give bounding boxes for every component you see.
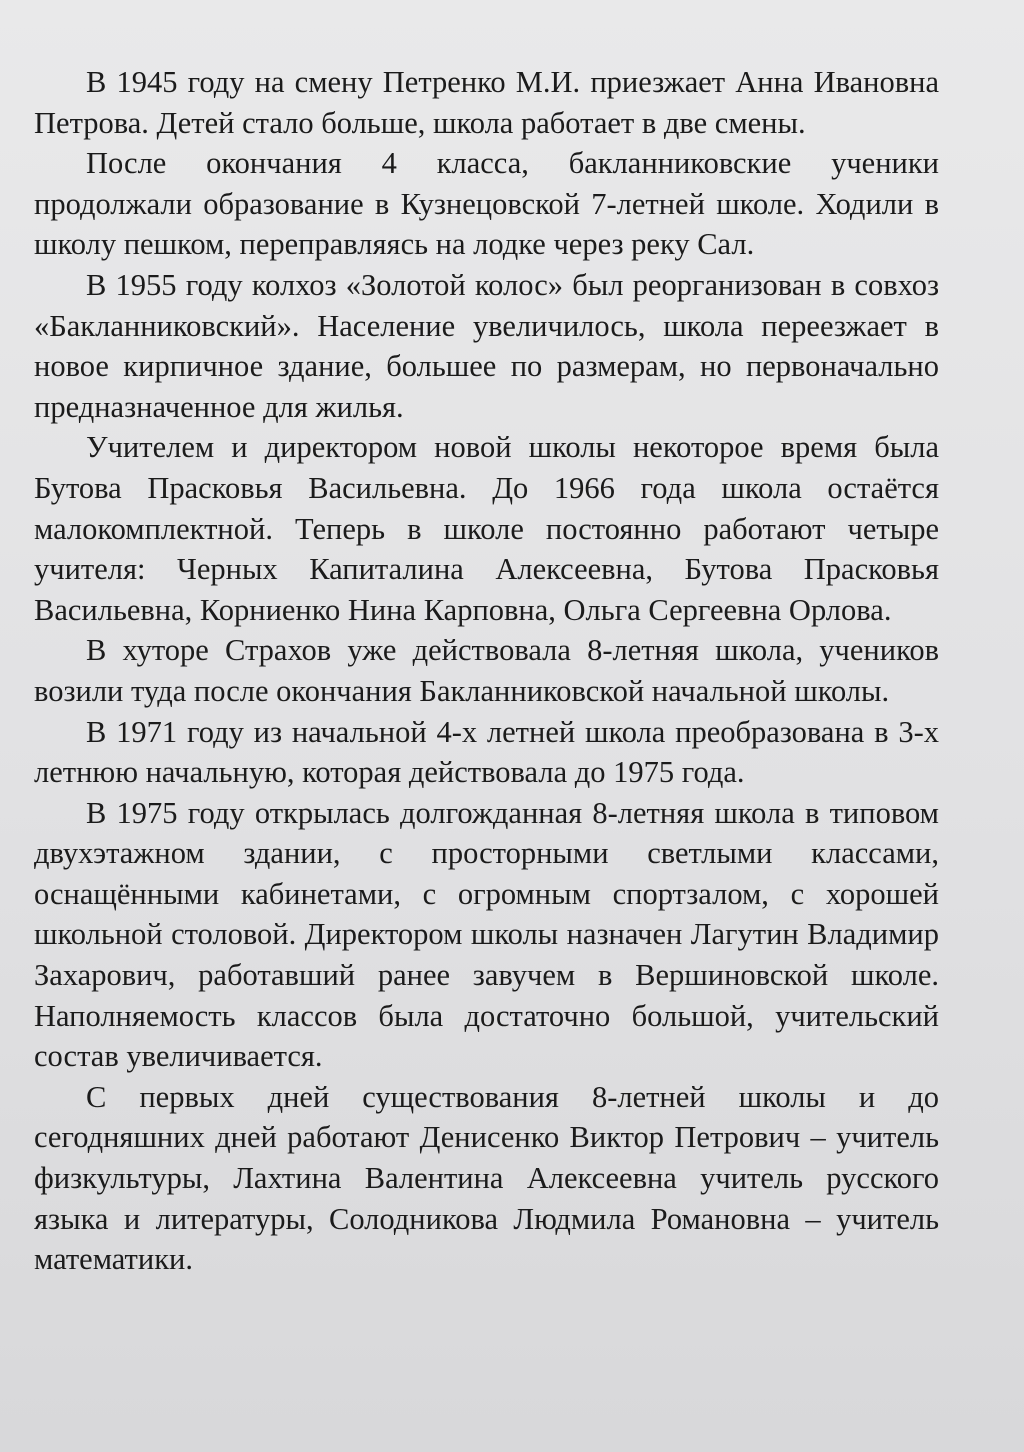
paragraph-1945-petrova: В 1945 году на смену Петренко М.И. приезжает Анна Ивановна Петрова. Детей стало больше, школа работает в две смены. — [34, 65, 939, 140]
paragraph-kuznetsovskaya-school: После окончания 4 класса, бакланниковские ученики продолжали образование в Кузнецовской 7-летней школе. Ходили в школу пешком, переправляясь на лодке через реку Сал. — [34, 146, 939, 262]
paragraph-1975-new-school: В 1975 году открылась долгожданная 8-летняя школа в типовом двухэтажном здании, с просторными светлыми классами, оснащёнными кабинетами, с огромным спортзалом, с хорошей школьной столовой. Директором школы назначен Лагутин Владимир Захарович, работавший ранее завучем в Вершиновской школе. Наполняемость классов была достаточно большой, учительский состав увеличивается. — [34, 795, 939, 1074]
paragraph-1971-reorganization: В 1971 году из начальной 4-х летней школа преобразована в 3-х летнюю начальную, которая действовала до 1975 года. — [34, 714, 939, 790]
paragraph-1955-sovkhoz: В 1955 году колхоз «Золотой колос» был реорганизован в совхоз «Бакланниковский». Население увеличилось, школа переезжает в новое кирпичное здание, большее по размерам, но первоначально предназначенное для жилья. — [34, 267, 939, 424]
paragraph-strakhov-school: В хуторе Страхов уже действовала 8-летняя школа, учеников возили туда после окончания Бакланниковской начальной школы. — [34, 633, 939, 708]
paragraph-butova-teachers: Учителем и директором новой школы некоторое время была Бутова Прасковья Васильевна. До 1966 года школа остаётся малокомплектной. Теперь в школе постоянно работают четыре учителя: Черных Капиталина Алексеевна, Бутова Прасковья Васильевна, Корниенко Нина Карповна, Ольга Сергеевна Орлова. — [34, 430, 939, 627]
document-body — [34, 62, 939, 1280]
paragraph-longtime-teachers: С первых дней существования 8-летней школы и до сегодняшних дней работают Денисенко Виктор Петрович – учитель физкультуры, Лахтина Валентина Алексеевна учитель русского языка и литературы, Солодникова Людмила Романовна – учитель математики. — [34, 1079, 939, 1277]
